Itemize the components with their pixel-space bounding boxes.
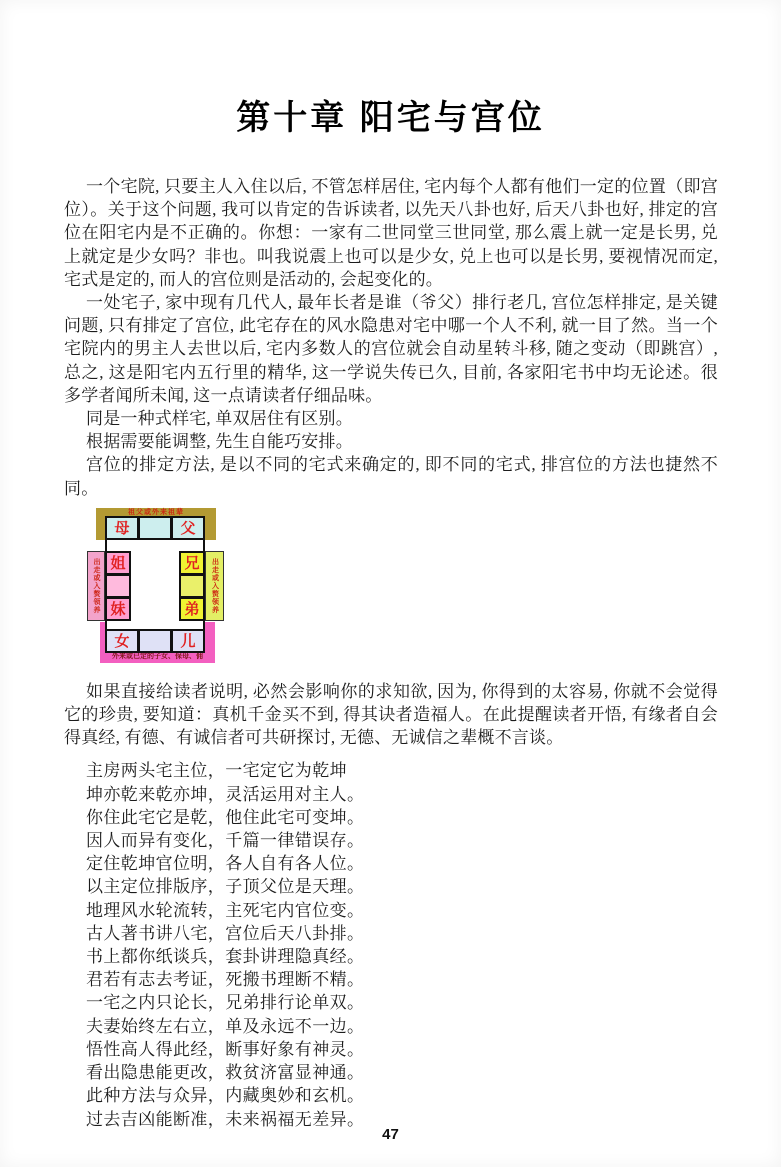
palace-position-diagram — [87, 506, 225, 666]
body-text — [64, 175, 718, 500]
paragraph-5: 宫位的排定方法, 是以不同的宅式来确定的, 即不同的宅式, 排宫位的方法也捷然不同。 — [64, 455, 718, 498]
cell-elder-brother: 兄 — [179, 551, 205, 575]
diagram-top-banner-label: 祖父或外来祖辈 — [128, 508, 184, 516]
chapter-title: 第十章 阳宅与宫位 — [236, 99, 545, 137]
paragraph-2: 一处宅子, 家中现有几代人, 最年长者是谁（爷父）排行老几, 宫位怎样排定, 是关键问题, 只有排定了宫位, 此宅存在的风水隐患对宅中哪一个人不利, 就一目了然。当一个宅院内的男主人去世以后, 宅内多数人的宫位就会自动星转斗移, 随之变动（即跳宫）, 总之, 这是阳宅内五行里的精华, 这一学说失传已久, 目前, 各家阳宅书中均无论述。很多学者闻所未闻, 这一点请读者仔细品味。 — [64, 293, 718, 405]
verse-line: 坤亦乾来乾亦坤，灵活运用对主人。 — [86, 784, 365, 804]
cell-elder-sister: 姐 — [105, 551, 131, 575]
cell-bottom-middle — [138, 629, 172, 653]
cell-right-middle — [179, 574, 205, 598]
verse-line: 悟性高人得此经，断事好象有神灵。 — [86, 1039, 365, 1059]
cell-mother: 母 — [105, 516, 139, 540]
cell-left-middle — [105, 574, 131, 598]
verse-line: 一宅之内只论长，兄弟排行论单双。 — [86, 993, 365, 1013]
diagram-left-banner — [87, 551, 105, 621]
diagram-right-banner-label: 出走或入赘领养 — [211, 557, 219, 614]
cell-younger-sister: 妹 — [105, 597, 131, 621]
cell-daughter: 女 — [105, 629, 139, 653]
paragraph-1: 一个宅院, 只要主人入住以后, 不管怎样居住, 宅内每个人都有他们一定的位置（即宫位）。关于这个问题, 我可以肯定的告诉读者, 以先天八卦也好, 后天八卦也好, 排定的宫位在阳宅内是不正确的。你想：一家有二世同堂三世同堂, 那么震上就一定是长男, 兑上就定是少女吗？非也。叫我说震上也可以是少女, 兑上也可以是长男, 要视情况而定, 宅式是定的, 而人的宫位则是活动的, 会起变化的。 — [64, 177, 718, 289]
verse-line: 书上都你纸谈兵，套卦讲理隐真经。 — [86, 947, 365, 967]
verse-line: 主房两头宅主位，一宅定它为乾坤 — [86, 761, 347, 781]
verse-line: 因人而异有变化，千篇一律错误存。 — [86, 831, 365, 851]
diagram-right-banner — [205, 551, 224, 621]
cell-top-middle — [138, 516, 172, 540]
verse-line: 地理风水轮流转，主死宅内官位变。 — [86, 900, 365, 920]
page-number: 47 — [382, 1126, 399, 1143]
verse-line: 定住乾坤官位明，各人自有各人位。 — [86, 854, 365, 874]
page-content — [64, 175, 718, 1131]
paragraph-3: 同是一种式样宅, 单双居住有区别。 — [86, 409, 353, 429]
cell-father: 父 — [171, 516, 205, 540]
verse-line: 夫妻始终左右立，单及永远不一边。 — [86, 1016, 365, 1036]
diagram-left-banner-label: 出走或入赘领养 — [93, 557, 100, 614]
paragraph-6: 如果直接给读者说明, 必然会影响你的求知欲, 因为, 你得到的太容易, 你就不会觉得它的珍贵, 要知道：真机千金买不到, 得其诀者造福人。在此提醒读者开悟, 有缘者自会得真经, 有德、有诚信者可共研探讨, 无德、无诚信之辈概不言谈。 — [64, 681, 718, 748]
diagram-bottom-caption: 外来或已定的子女、保母、佣 — [112, 652, 203, 660]
verse-line: 你住此宅它是乾，他住此宅可变坤。 — [86, 807, 365, 827]
verse-line: 过去吉凶能断准，未来祸福无差异。 — [86, 1109, 365, 1129]
verse-line: 看出隐患能更改，救贫济富显神通。 — [86, 1063, 365, 1083]
verse-block — [86, 759, 718, 1130]
cell-younger-brother: 弟 — [179, 597, 205, 621]
verse-line: 此种方法与众异，内藏奥妙和玄机。 — [86, 1086, 365, 1106]
verse-line: 古人著书讲八宅，宫位后天八卦排。 — [86, 923, 365, 943]
cell-son: 儿 — [171, 629, 205, 653]
verse-line: 以主定位排版序，子顶父位是天理。 — [86, 877, 365, 897]
paragraph-4: 根据需要能调整, 先生自能巧安排。 — [86, 432, 353, 452]
verse-line: 君若有志去考证，死搬书理断不精。 — [86, 970, 365, 990]
